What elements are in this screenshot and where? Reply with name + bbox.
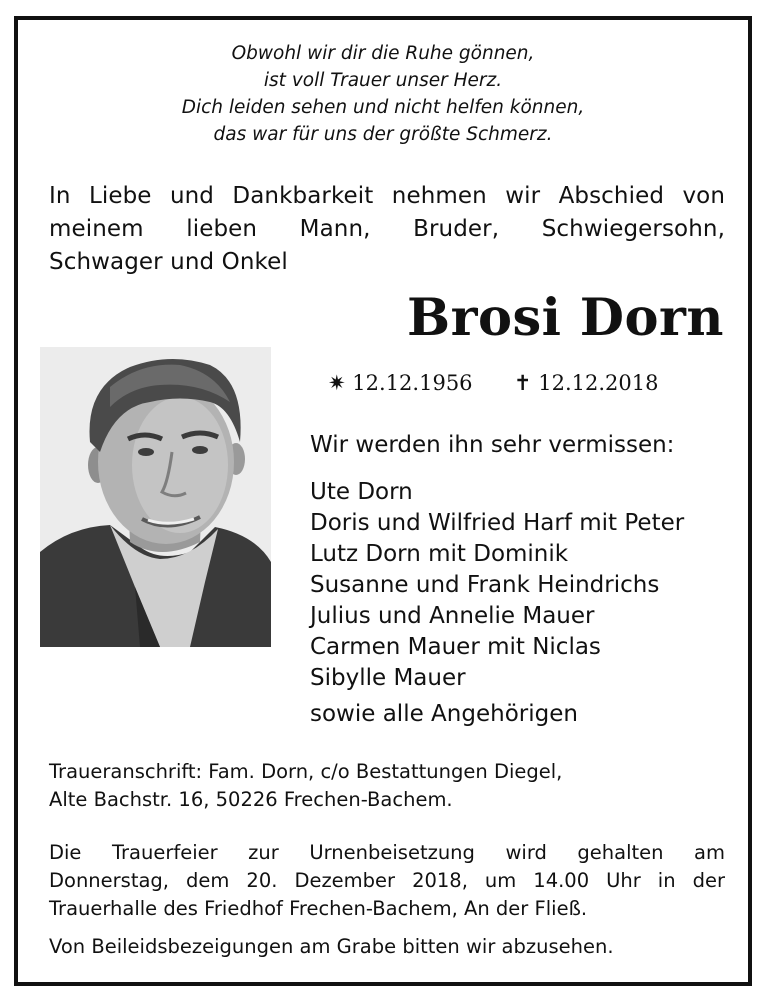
intro-text <box>49 180 725 279</box>
obituary-frame <box>14 16 752 986</box>
mourner-name: Sibylle Mauer <box>310 665 466 691</box>
death-date: 12.12.2018 <box>538 371 659 395</box>
portrait-photo <box>40 347 271 647</box>
poem-line: ist voll Trauer unser Herz. <box>263 70 503 91</box>
ceremony-line: Trauerhalle des Friedhof Frechen-Bachem, An der Fließ. <box>49 897 588 920</box>
intro-line: In Liebe und Dankbarkeit nehmen wir Abschied von <box>49 183 725 209</box>
ceremony-info <box>49 839 725 923</box>
mourners-closing: sowie alle Angehörigen <box>310 701 578 727</box>
poem <box>18 40 748 148</box>
life-dates <box>328 369 658 397</box>
portrait-photo-illustration <box>40 347 271 647</box>
mourner-name: Ute Dorn <box>310 479 413 505</box>
mourners-list <box>310 477 684 730</box>
mourner-name: Julius und Annelie Mauer <box>310 603 595 629</box>
poem-line: Dich leiden sehen und nicht helfen können, <box>181 97 585 118</box>
intro-line: Schwager und Onkel <box>49 249 288 275</box>
address-line: Alte Bachstr. 16, 50226 Frechen-Bachem. <box>49 788 453 811</box>
closing-note: Von Beileidsbezeigungen am Grabe bitten wir abzusehen. <box>49 935 614 958</box>
mourning-address <box>49 758 562 814</box>
ceremony-line: Donnerstag, dem 20. Dezember 2018, um 14.00 Uhr in der <box>49 869 725 892</box>
deceased-name: Brosi Dorn <box>406 288 724 348</box>
mourners-heading: Wir werden ihn sehr vermissen: <box>310 432 675 458</box>
ceremony-line: Die Trauerfeier zur Urnenbeisetzung wird gehalten am <box>49 841 725 864</box>
birth-date: 12.12.1956 <box>352 371 473 395</box>
intro-line: meinem lieben Mann, Bruder, Schwiegersohn, <box>49 216 725 242</box>
death-cross-icon: ✝ <box>513 371 532 395</box>
address-line: Traueranschrift: Fam. Dorn, c/o Bestattungen Diegel, <box>49 760 563 783</box>
mourner-name: Lutz Dorn mit Dominik <box>310 541 569 567</box>
poem-line: Obwohl wir dir die Ruhe gönnen, <box>231 43 535 64</box>
birth-star-icon: ✷ <box>328 371 346 395</box>
poem-line: das war für uns der größte Schmerz. <box>213 124 553 145</box>
mourner-name: Carmen Mauer mit Niclas <box>310 634 601 660</box>
mourner-name: Susanne und Frank Heindrichs <box>310 572 660 598</box>
mourner-name: Doris und Wilfried Harf mit Peter <box>310 510 685 536</box>
